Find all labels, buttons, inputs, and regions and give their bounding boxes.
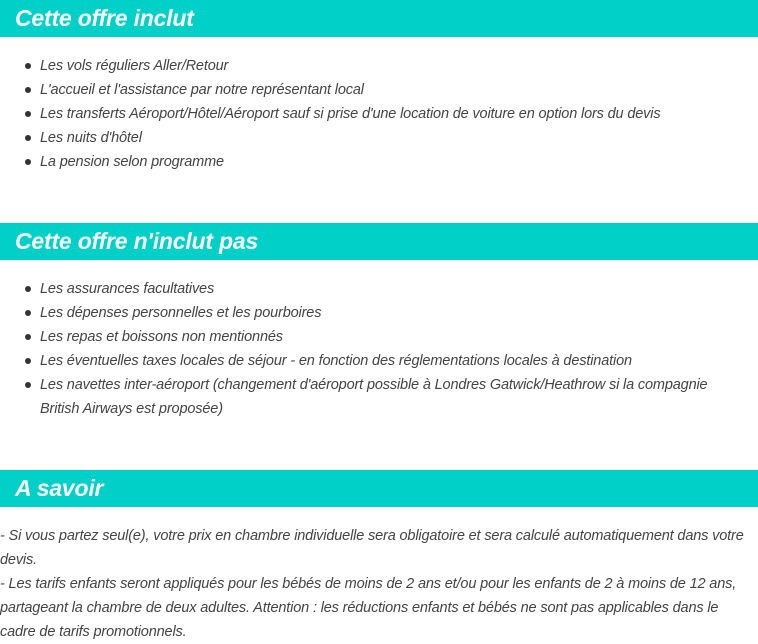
- bullet-icon: [25, 334, 31, 340]
- bullet-icon: [25, 63, 31, 69]
- section-header-good-to-know: [0, 470, 758, 507]
- bullet-icon: [25, 382, 31, 388]
- list-item: Les repas et boissons non mentionnés: [0, 325, 740, 349]
- section-header-included: [0, 0, 758, 37]
- bullet-icon: [25, 358, 31, 364]
- bullet-icon: [25, 111, 31, 117]
- info-paragraph: - Si vous partez seul(e), votre prix en chambre individuelle sera obligatoire et sera calculé automatiquement dans votre devis.: [0, 528, 744, 568]
- list-item: Les navettes inter-aéroport (changement d'aéroport possible à Londres Gatwick/Heathrow si la compagnie British Airways est proposée): [0, 373, 740, 421]
- section-title-good-to-know: A savoir: [15, 475, 104, 501]
- bullet-icon: [25, 87, 31, 93]
- bullet-icon: [25, 159, 31, 165]
- list-item: Les nuits d'hôtel: [0, 126, 740, 150]
- not-included-list: [0, 277, 740, 421]
- list-item: Les éventuelles taxes locales de séjour - en fonction des réglementations locales à destination: [0, 349, 740, 373]
- list-item: Les transferts Aéroport/Hôtel/Aéroport sauf si prise d'une location de voiture en option lors du devis: [0, 102, 740, 126]
- bullet-icon: [25, 135, 31, 141]
- list-item: Les assurances facultatives: [0, 277, 740, 301]
- bullet-icon: [25, 310, 31, 316]
- included-list: [0, 54, 740, 174]
- list-item: La pension selon programme: [0, 150, 740, 174]
- section-header-not-included: [0, 223, 758, 260]
- list-item: Les vols réguliers Aller/Retour: [0, 54, 740, 78]
- info-paragraph: - Les tarifs enfants seront appliqués pour les bébés de moins de 2 ans et/ou pour les enfants de 2 à moins de 12 ans, partageant la chambre de deux adultes. Attention : les réductions enfants et bébés ne sont pas applicables dans le cadre de tarifs promotionnels.: [0, 576, 737, 640]
- section-title-not-included: Cette offre n'inclut pas: [15, 228, 259, 254]
- good-to-know-text: [0, 524, 752, 644]
- section-title-included: Cette offre inclut: [15, 5, 194, 31]
- bullet-icon: [25, 286, 31, 292]
- list-item: L'accueil et l'assistance par notre représentant local: [0, 78, 740, 102]
- list-item: Les dépenses personnelles et les pourboires: [0, 301, 740, 325]
